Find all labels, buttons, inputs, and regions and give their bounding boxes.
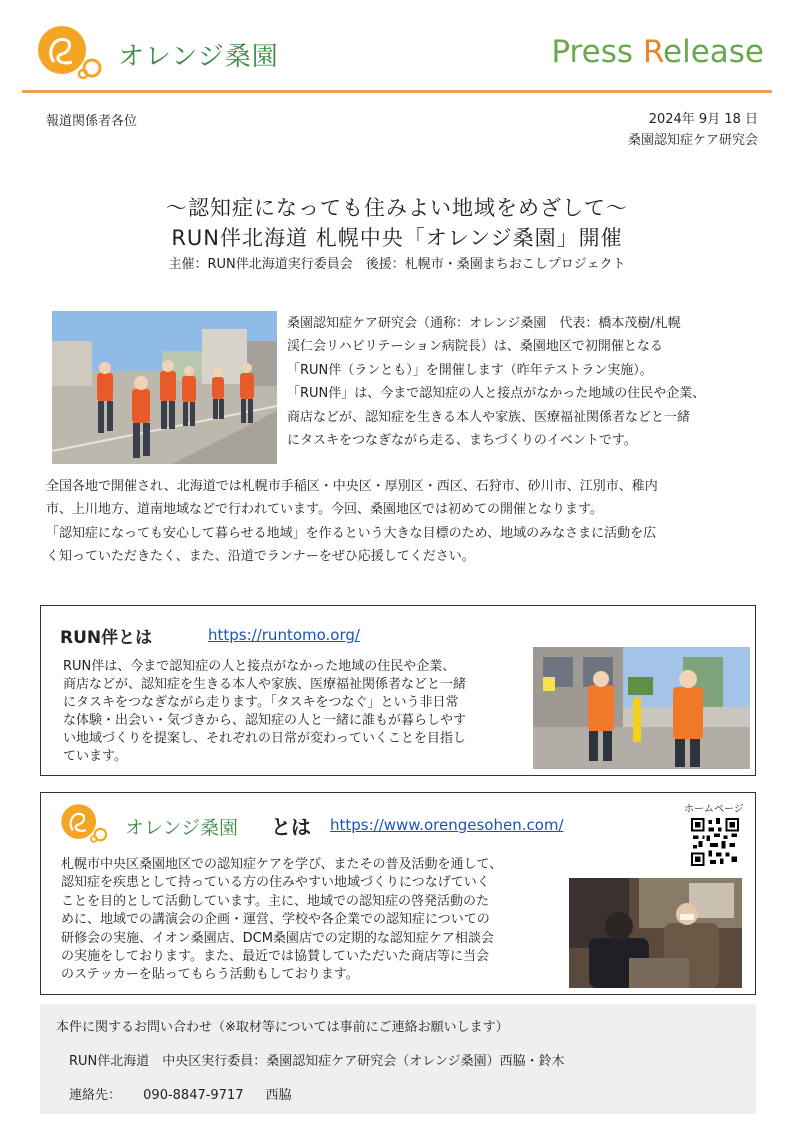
orange-description (61, 856, 561, 985)
orange-line: 研修会の実施、イオン桑園店、DCM桑園店での定期的な認知症ケア相談会 (61, 930, 494, 946)
runtomo-line: 商店などが、認知症を生きる本人や家族、医療福祉関係者などと一緒 (63, 677, 467, 692)
contact-box (40, 1004, 756, 1114)
tel-contact-name: 西脇 (265, 1088, 292, 1103)
body-line: 全国各地で開催され、北海道では札幌市手稲区・中央区・厚別区・西区、石狩市、砂川市、江別市、稚内 (46, 479, 658, 494)
orange-heading-towa: とは (271, 815, 311, 839)
logo-text: オレンジ桑園 (118, 42, 279, 72)
runtomo-line: い地域づくりを提案し、それぞれの日常が変わっていくことを目指し (63, 731, 466, 746)
inquiry-note: 本件に関するお問い合わせ（※取材等については事前にご連絡お願いします） (56, 1020, 509, 1035)
intro-line: 商店などが、認知症を生きる本人や家族、医療福祉関係者などと一緒 (287, 409, 691, 425)
runtomo-link[interactable]: https://runtomo.org/ (208, 626, 360, 644)
orange-sohen-logo-icon (57, 799, 109, 847)
title-subtitle: ～認知症になっても住みよい地域をめざして～ (166, 196, 628, 220)
runtomo-description (63, 658, 527, 766)
runtomo-heading: RUN伴とは (60, 628, 153, 648)
body-line: 市、上川地方、道南地域などで行われています。今回、桑園地区では初めての開催となります。 (46, 502, 603, 518)
body-line: く知っていただきたく、また、沿道でランナーをぜひ応援してください。 (46, 549, 475, 565)
intro-line: 渓仁会リハビリテーション病院長）は、桑園地区で初開催となる (287, 339, 663, 355)
press-release-title: Press Release (551, 34, 764, 70)
intro-paragraph (287, 312, 757, 452)
runtomo-line: ています。 (63, 749, 127, 764)
date-block (628, 109, 758, 151)
intro-line: 「RUN伴（ランとも）」を開催します（昨年テストラン実施）。 (287, 362, 653, 378)
runners-photo (52, 311, 277, 464)
title-main: RUN伴北海道 札幌中央「オレンジ桑園」開催 (171, 226, 623, 250)
intro-line: 「RUN伴」は、今まで認知症の人と接点がなかった地域の住民や企業、 (287, 386, 706, 402)
body-paragraph (46, 475, 758, 569)
intro-line: にタスキをつなぎながら走る、まちづくりのイベントです。 (287, 433, 637, 449)
contact-line (69, 1084, 310, 1103)
committee-line: RUN伴北海道 中央区実行委員：桑園認知症ケア研究会（オレンジ桑園）西脇・鈴木 (69, 1054, 565, 1069)
runtomo-line: な体験・出会い・気づきから、認知症の人と一緒に誰もが暮らしやす (63, 713, 467, 728)
consultation-photo (569, 878, 742, 988)
orange-line: のステッカーを貼ってもらう活動もしております。 (61, 967, 359, 983)
runtomo-line: RUN伴は、今まで認知症の人と接点がなかった地域の住民や企業、 (63, 659, 456, 674)
sash-handoff-photo (533, 647, 750, 769)
orange-line: 認知症を疾患として持っている方の住みやすい地域づくりにつなげていく (61, 875, 490, 891)
intro-line: 桑園認知症ケア研究会（通称：オレンジ桑園 代表：橋本茂樹/札幌 (287, 316, 681, 331)
header-divider (22, 90, 772, 93)
sponsor-line: 主催：RUN伴北海道実行委員会 後援：札幌市・桑園まちおこしプロジェクト (168, 257, 626, 272)
body-line: 「認知症になっても安心して暮らせる地域」を作るという大きな目標のため、地域のみなさまに活動を広 (46, 525, 657, 541)
tel-number[interactable]: 090-8847-9717 (143, 1088, 244, 1103)
qr-code-icon[interactable] (691, 818, 739, 866)
orange-link[interactable]: https://www.orengesohen.com/ (330, 816, 564, 834)
runtomo-box (40, 605, 756, 776)
orange-sohen-box (40, 792, 756, 995)
orange-sohen-logo-icon (32, 22, 104, 82)
orange-line: ことを目的として活動しています。主に、地域での認知症の啓発活動のた (61, 893, 489, 909)
orange-line: の実施をしております。また、最近では協賛していただいた商店等に当会 (61, 949, 489, 965)
runtomo-line: にタスキをつなぎながら走ります。「タスキをつなぐ」という非日常 (63, 695, 459, 710)
orange-logo-text: オレンジ桑園 (125, 817, 239, 839)
recipients: 報道関係者各位 (46, 114, 138, 129)
orange-line: 札幌市中央区桑園地区での認知症ケアを学び、またその普及活動を通して、 (61, 857, 503, 872)
release-date: 2024年 9月 18 日 (648, 112, 758, 127)
orange-line: めに、地域での講演会の企画・運営、学校や各企業での認知症についての (61, 912, 490, 928)
homepage-label: ホームページ (684, 804, 744, 815)
tel-label: 連絡先： (69, 1088, 122, 1103)
organization: 桑園認知症ケア研究会 (627, 133, 758, 148)
